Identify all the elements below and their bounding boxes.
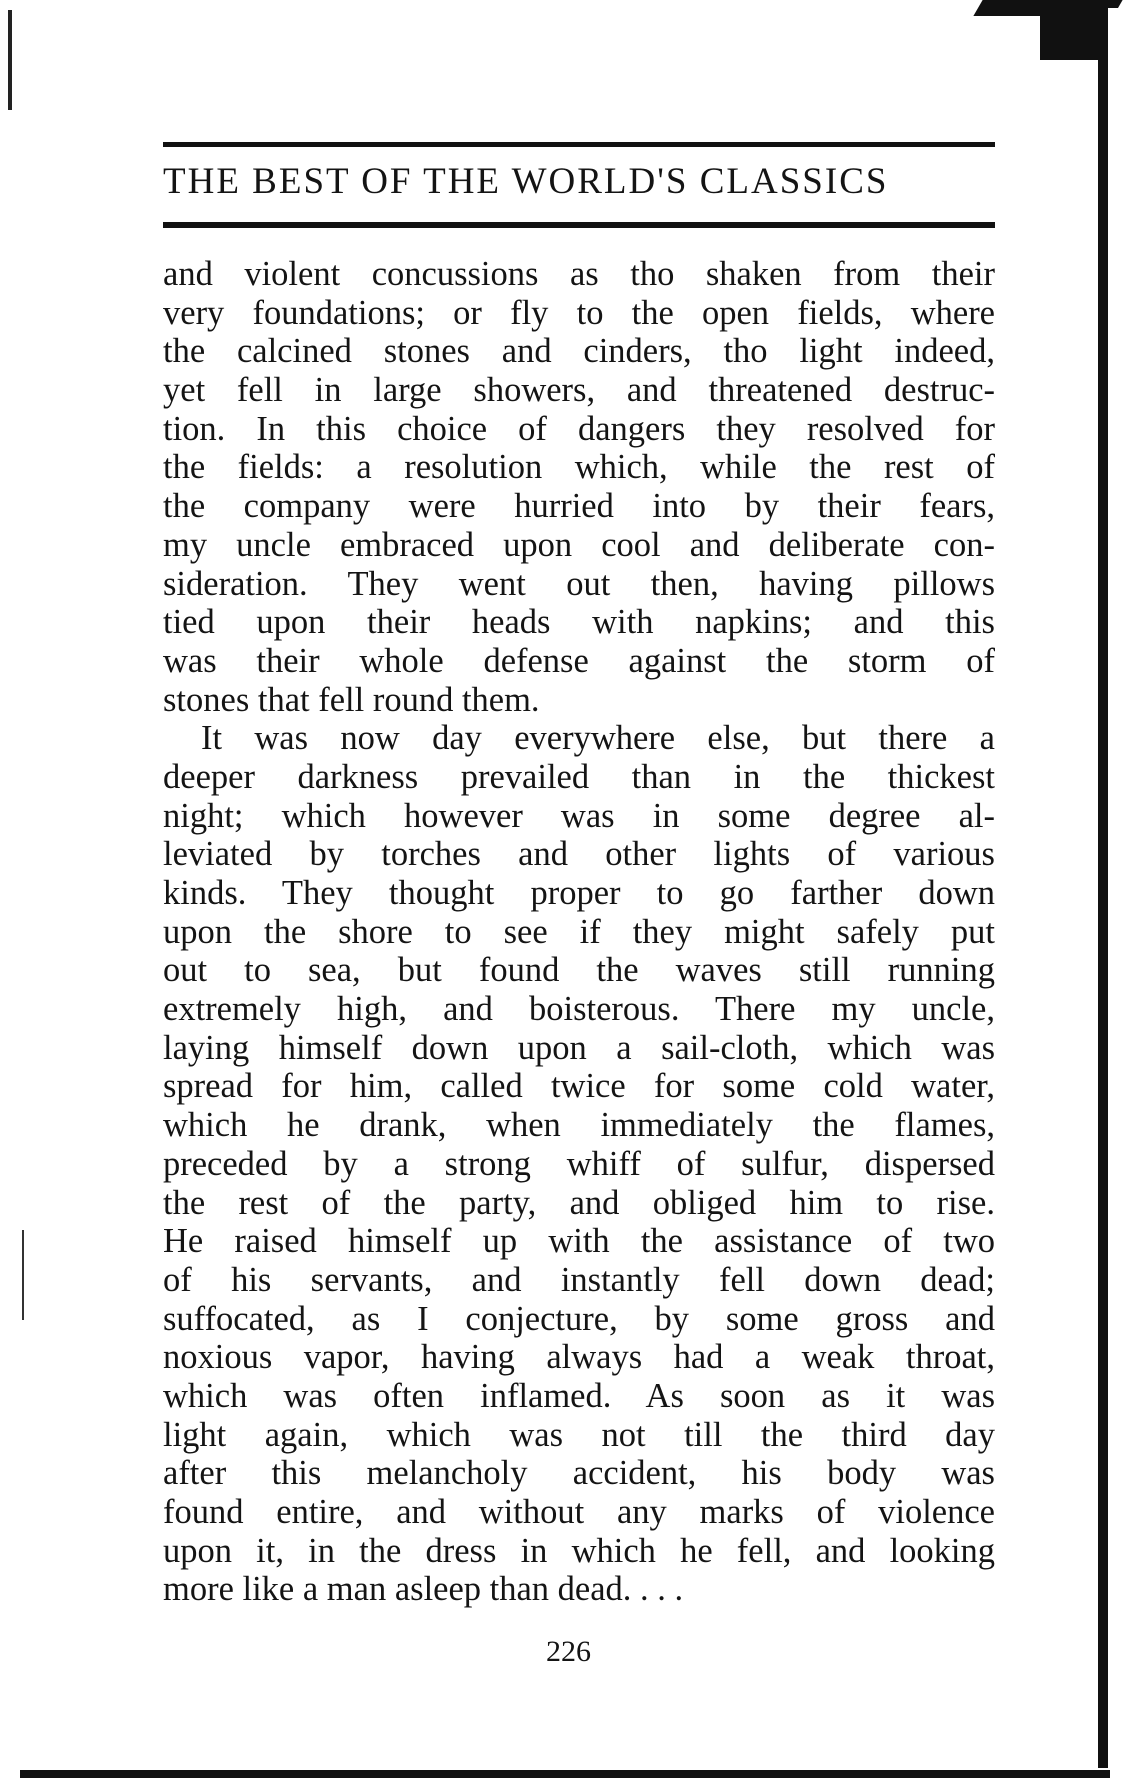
text-line: spread for him, called twice for some cold water, [163,1067,995,1106]
text-line: which he drank, when immediately the flames, [163,1106,995,1145]
text-line: He raised himself up with the assistance of two [163,1222,995,1261]
scan-mark-left [8,10,12,110]
text-line: night; which however was in some degree al- [163,796,995,835]
text-line: was their whole defense against the storm of [163,641,995,680]
text-line: laying himself down upon a sail-cloth, which was [163,1028,995,1067]
text-line: light again, which was not till the third day [163,1415,995,1454]
text-line: the fields: a resolution which, while the rest of [163,448,995,487]
text-line: and violent concussions as tho shaken from their [163,255,995,293]
text-line: the calcined stones and cinders, tho light indeed, [163,332,995,371]
text-line: which was often inflamed. As soon as it was [163,1376,995,1415]
header-rule-top [163,142,995,147]
text-line: the company were hurried into by their fears, [163,487,995,526]
text-line: preceded by a strong whiff of sulfur, dispersed [163,1144,995,1183]
text-line: yet fell in large showers, and threatened destruc- [163,371,995,410]
scan-margin-right [1108,8,1137,1789]
body-text [163,255,995,1609]
header-rule-bottom [163,222,995,228]
text-line: more like a man asleep than dead. . . . [163,1570,684,1609]
text-line: leviated by torches and other lights of various [163,835,995,874]
text-line: after this melancholy accident, his body was [163,1454,995,1493]
text-line: extremely high, and boisterous. There my uncle, [163,990,995,1029]
text-line: stones that fell round them. [163,680,540,719]
text-line: my uncle embraced upon cool and deliberate con- [163,525,995,564]
text-line: upon the shore to see if they might safely put [163,912,995,951]
text-line: of his servants, and instantly fell down dead; [163,1260,995,1299]
text-line: suffocated, as I conjecture, by some gross and [163,1299,995,1338]
text-line: the rest of the party, and obliged him to rise. [163,1183,995,1222]
text-line: found entire, and without any marks of violence [163,1493,995,1531]
text-line: upon it, in the dress in which he fell, and looking [163,1531,995,1570]
text-line: It was now day everywhere else, but there a [201,719,995,758]
text-line: tion. In this choice of dangers they resolved for [163,409,995,448]
text-line: out to sea, but found the waves still running [163,951,995,990]
text-line: sideration. They went out then, having pillows [163,564,995,603]
text-line: very foundations; or fly to the open fields, where [163,293,995,332]
text-line: deeper darkness prevailed than in the thickest [163,757,995,796]
page-number: 226 [546,1635,591,1668]
scan-edge-bottom [20,1770,1110,1778]
text-line: kinds. They thought proper to go farther down [163,874,995,912]
text-line: noxious vapor, having always had a weak throat, [163,1338,995,1377]
running-head: THE BEST OF THE WORLD'S CLASSICS [163,161,889,202]
text-line: tied upon their heads with napkins; and this [163,603,995,642]
scan-mark-left-lower [22,1230,24,1320]
